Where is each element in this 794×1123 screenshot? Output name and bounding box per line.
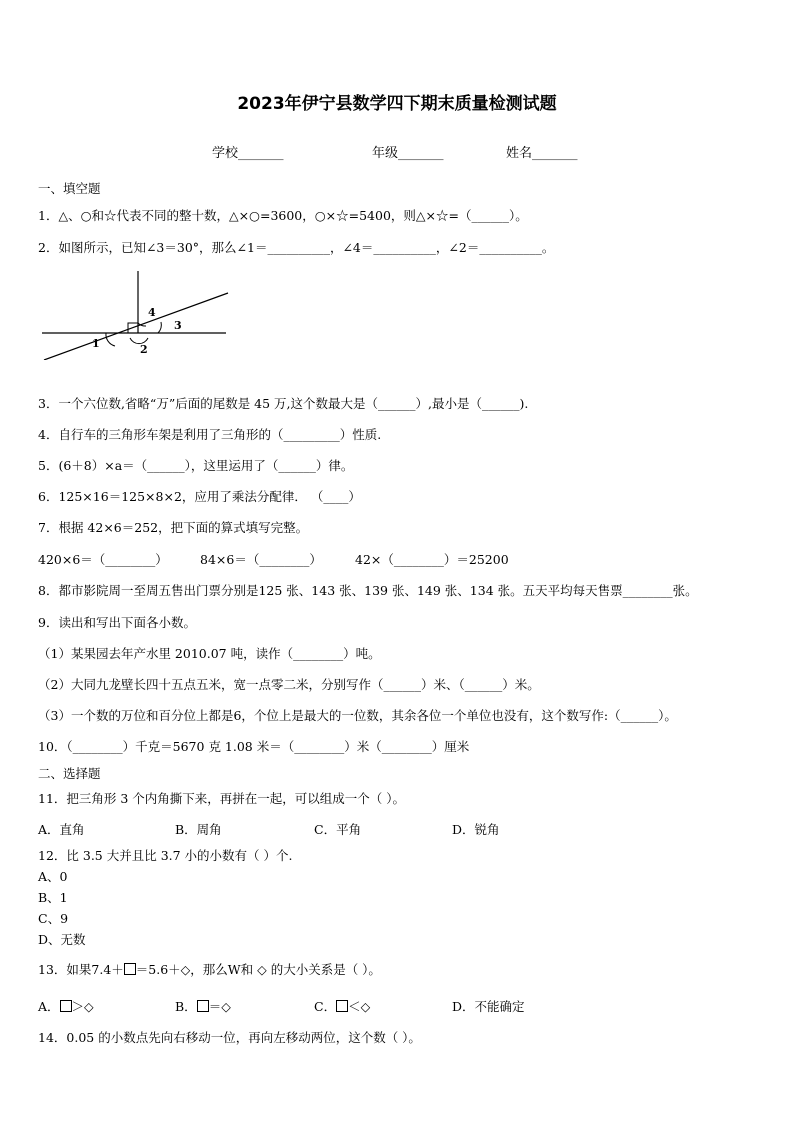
option-c-label: C． <box>314 999 337 1014</box>
question-7-part-b: 84×6＝（________） <box>200 552 322 567</box>
question-4: 4．自行车的三角形车架是利用了三角形的（_________）性质. <box>38 427 382 442</box>
angle-label-3: 3 <box>174 319 182 332</box>
question-13-option-b <box>175 999 231 1015</box>
square-symbol <box>197 1000 209 1012</box>
question-13-prefix: 13．如果7.4＋ <box>38 962 124 977</box>
question-3: 3．一个六位数,省略“万”后面的尾数是 45 万,这个数最大是（______）,最小是（______). <box>38 396 529 411</box>
question-2: 2．如图所示，已知∠3＝30°，那么∠1＝__________，∠4＝__________，∠2＝__________。 <box>38 240 555 255</box>
angle-label-2: 2 <box>140 343 148 356</box>
question-12: 12．比 3.5 大并且比 3.7 小的小数有（ ）个. <box>38 848 293 863</box>
section-choice-heading: 二、选择题 <box>38 766 101 781</box>
option-c-relation: ＜◇ <box>348 999 371 1014</box>
square-symbol <box>124 963 136 975</box>
question-13-option-c <box>314 999 370 1015</box>
question-12-option-a: A、0 <box>38 869 68 884</box>
question-13-rest: ＝5.6＋◇，那么W和 ◇ 的大小关系是（ ）。 <box>135 962 381 977</box>
question-14: 14．0.05 的小数点先向右移动一位，再向左移动两位，这个数（ ）。 <box>38 1030 421 1045</box>
question-7-part-c: 42×（________）＝25200 <box>355 552 509 567</box>
question-5: 5．(6＋8）×a＝（______），这里运用了（______）律。 <box>38 458 354 473</box>
angle-label-4: 4 <box>148 306 156 319</box>
section-fill-heading: 一、填空题 <box>38 181 101 196</box>
name-field: 姓名_______ <box>506 146 578 161</box>
grade-field: 年级_______ <box>372 146 444 161</box>
question-8: 8．都市影院周一至周五售出门票分别是125 张、143 张、139 张、149 张、134 张。五天平均每天售票________张。 <box>38 583 698 598</box>
question-11-option-b: B．周角 <box>175 822 222 837</box>
slanted-line <box>44 293 228 360</box>
question-9-3: （3）一个数的万位和百分位上都是6，个位上是最大的一位数，其余各位一个单位也没有，这个数写作:（______）。 <box>38 708 677 723</box>
question-10: 10．（________）千克＝5670 克 1.08 米＝（________）米（________）厘米 <box>38 739 470 754</box>
question-12-option-d: D、无数 <box>38 932 86 947</box>
square-symbol <box>336 1000 348 1012</box>
square-symbol <box>60 1000 72 1012</box>
school-field: 学校_______ <box>212 146 284 161</box>
option-b-label: B． <box>175 999 197 1014</box>
question-13 <box>38 962 381 978</box>
question-9-2: （2）大同九龙壁长四十五点五米，宽一点零二米，分别写作（______）米、（______）米。 <box>38 677 540 692</box>
question-13-option-d: D．不能确定 <box>452 999 525 1014</box>
question-11-option-d: D．锐角 <box>452 822 500 837</box>
question-12-option-b: B、1 <box>38 890 68 905</box>
question-9-1: （1）某果园去年产水里 2010.07 吨，读作（________）吨。 <box>38 646 381 661</box>
page-title: 2023年伊宁县数学四下期末质量检测试题 <box>237 94 557 114</box>
angle-figure <box>40 268 240 360</box>
question-9: 9．读出和写出下面各小数。 <box>38 615 196 630</box>
question-11: 11．把三角形 3 个内角撕下来，再拼在一起，可以组成一个（ ）。 <box>38 791 406 806</box>
angle-3-arc <box>158 322 161 333</box>
question-13-option-a <box>38 999 94 1015</box>
option-a-relation: ＞◇ <box>71 999 94 1014</box>
option-a-label: A． <box>38 999 60 1014</box>
question-6: 6．125×16＝125×8×2，应用了乘法分配律． （____） <box>38 489 361 504</box>
question-1: 1．△、○和☆代表不同的整十数，△×○=3600，○×☆=5400，则△×☆=（______）。 <box>38 208 528 223</box>
question-7-part-a: 420×6＝（________） <box>38 552 168 567</box>
question-12-option-c: C、9 <box>38 911 69 926</box>
question-11-option-a: A．直角 <box>38 822 85 837</box>
option-b-relation: ＝◇ <box>208 999 231 1014</box>
question-7: 7．根据 42×6＝252，把下面的算式填写完整。 <box>38 520 309 535</box>
angle-label-1: 1 <box>92 337 100 350</box>
question-11-option-c: C．平角 <box>314 822 362 837</box>
